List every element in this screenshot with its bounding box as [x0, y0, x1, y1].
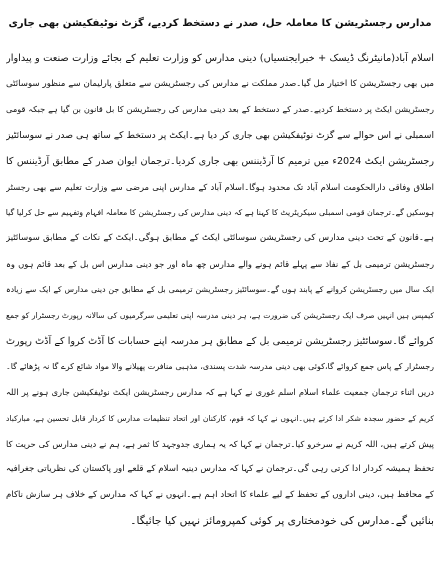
article-line: ایک سال میں رجسٹریشن کروانے کے پابند ہوں گے۔سوسائٹیز رجسٹریشن ترمیمی بل کے مطابق جن دینی مدارس کے ایک سے زیادہ	[6, 285, 434, 295]
article-line: کیمپس ہیں انہیں صرف ایک رجسٹریشن کی ضرورت ہے، ہر دینی مدرسہ اپنی تعلیمی سرگرمیوں کی سالانہ رپورٹ رجسٹرار کو جمع	[6, 311, 434, 321]
article-line: بنائیں گے۔مدارس کی خودمختاری پر کوئی کمپرومائز نہیں کیا جائیگا۔	[130, 514, 434, 527]
article-line: کریم کے حضور سجدہ شکر ادا کرتے ہیں۔انہوں نے کہا کہ قوم، کارکنان اور اتحاد تنظیمات مدارس کا کردار قابل تحسین ہے، مبارکباد	[6, 413, 434, 423]
article-line: رجسٹریشن ایکٹ 2024ء میں ترمیم کا آرڈیننس بھی جاری کردیا۔ترجمان ایوان صدر کے مطابق آرڈیننس کا	[6, 155, 434, 167]
article-line: رجسٹرار کے پاس جمع کروائے گا،کوئی بھی دینی مدرسہ شدت پسندی، مذہبی منافرت پھیلانے والا مواد شائع کرے گا نہ پڑھائے گا۔	[6, 362, 434, 372]
article-line: اطلاق وفاقی دارالحکومت اسلام آباد تک محدود ہوگا۔اسلام آباد کے مدارس اپنی مرضی سے وزارت تعلیم سے بھی رجسٹر	[6, 181, 434, 192]
article-line: ہوسکیں گے۔ترجمان قومی اسمبلی سیکریٹریٹ کا کہنا ہے کہ دینی مدارس کی رجسٹریشن کا معاملہ افہام وتفہیم سے حل کرلیا گیا	[6, 208, 434, 218]
article-line: اسلام آباد(مانیٹرنگ ڈیسک + خبرایجنسیاں) دینی مدارس کو وزارت تعلیم کے بجائے وزارت صنعت و پیداوار	[6, 53, 434, 64]
article-line: کروائے گا۔سوسائٹیز رجسٹریشن ترمیمی بل کے مطابق ہر مدرسہ اپنے حسابات کا آڈٹ کروا کے آڈٹ رپورٹ	[6, 335, 434, 347]
article-body	[6, 46, 434, 534]
article-line: تحفظ ہمیشہ کردار ادا کرتی رہی گی۔ترجمان نے کہا کہ مدارس دینیہ اسلام کے قلعے اور پاکستان کی نظریاتی جغرافیہ	[6, 464, 434, 475]
article-line: رجسٹریشن ترمیمی بل کے نفاذ سے پہلے قائم ہونے والے مدارس چھ ماہ اور جو دینی مدارس اس بل کے بعد قائم ہوں وہ	[6, 258, 434, 269]
article-line: کے محافظ ہیں، دینی اداروں کے تحفظ کے لیے علماء کا اتحاد اہم ہے۔انہوں نے کہا کہ مدارس کے خلاف ہر سازش ناکام	[6, 489, 434, 500]
article-headline: مدارس رجسٹریشن کا معاملہ حل، صدر نے دستخط کردیے، گزٹ نوٹیفکیشن بھی جاری	[8, 18, 432, 29]
article-line: پیش کرتے ہیں، اللہ کریم نے سرخرو کیا۔ترجمان نے کہا کہ یہ ہماری جدوجہد کا ثمر ہے، ہم نے دینی مدارس کی حریت کا	[6, 438, 434, 449]
article-line: رجسٹریشن ایکٹ پر دستخط کردیے۔صدر کے دستخط کے بعد دینی مدارس کی رجسٹریشن کا بل قانون بن گیا ہے جبکہ قومی	[6, 104, 434, 115]
article-line: میں بھی رجسٹریشن کا اختیار مل گیا۔صدر مملکت نے مدارس کی رجسٹریشن سے متعلق پارلیمان سے منظور سوسائٹی	[6, 78, 434, 89]
article-line: ہے۔قانون کے تحت دینی مدارس کی رجسٹریشن سوسائٹی ایکٹ کے مطابق ہوگی۔ایکٹ کے نکات کے مطابق سوسائٹیز	[6, 232, 434, 243]
article-line: اسمبلی نے اس حوالے سے گزٹ نوٹیفکیشن بھی جاری کر دیا ہے۔ایکٹ پر دستخط کے ساتھ ہی صدر نے سوسائٹیز	[6, 130, 434, 142]
article-line: دریں اثناء ترجمان جمعیت علماء اسلام اسلم غوری نے کہا ہے کہ مدارس رجسٹریشن ایکٹ نوٹیفکیشن جاری ہونے پر اللہ	[6, 387, 434, 398]
